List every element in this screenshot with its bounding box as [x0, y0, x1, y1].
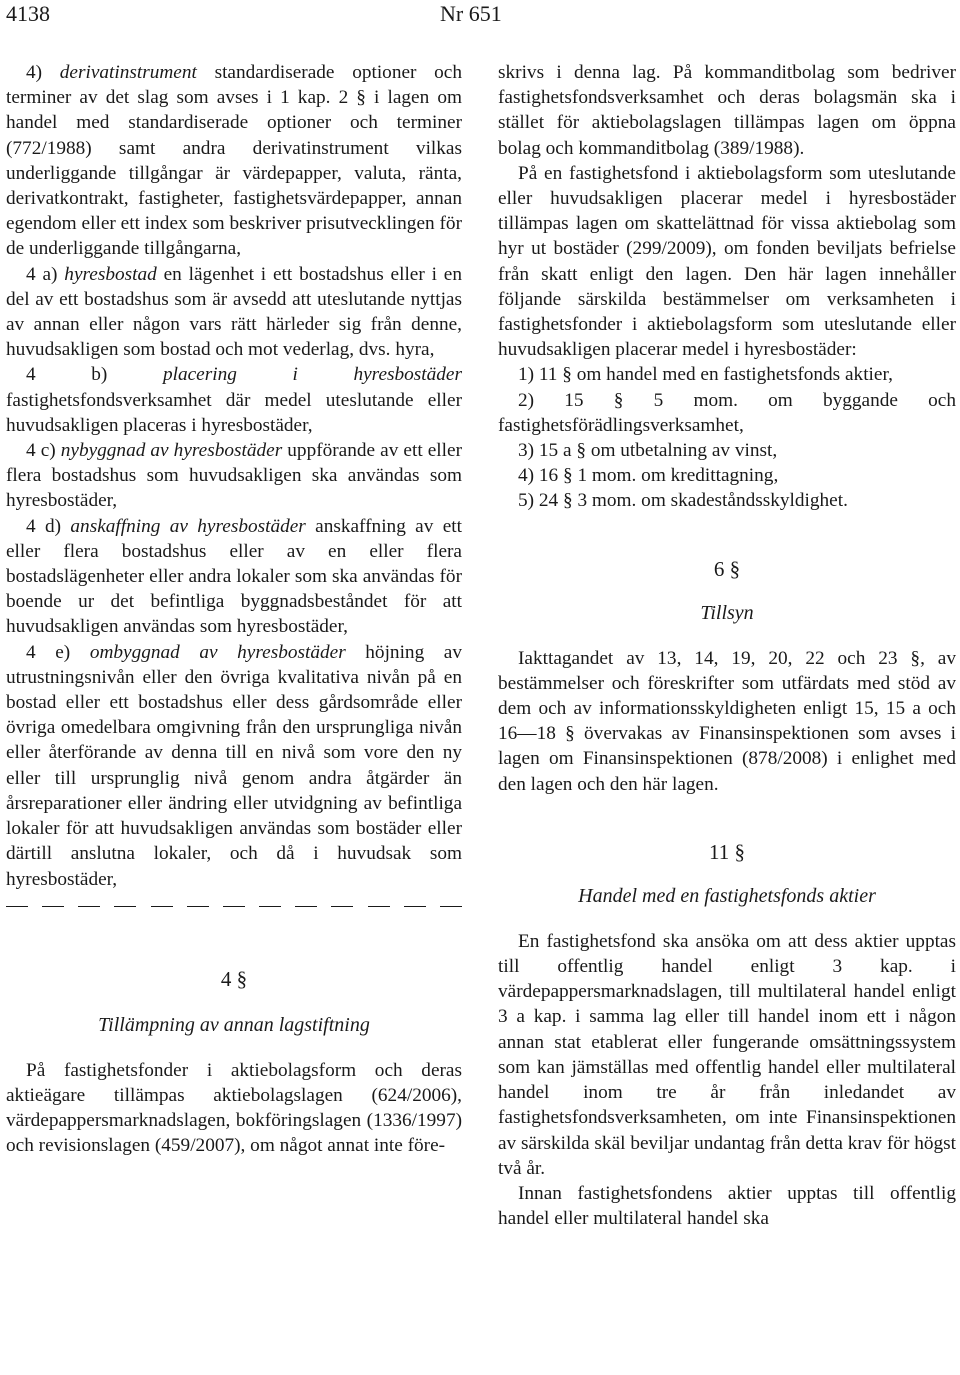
list-item-2: 2) 15 § 5 mom. om byggande och fastighetsförädlingsverksamhet, — [498, 389, 956, 436]
omission-dash — [368, 906, 390, 907]
section-4-paragraph-2: På en fastighetsfond i aktiebolagsform som uteslutande eller huvudsakligen placerar medel i hyresbostäder tillämpas lagen om skattelättnad för vissa aktiebolag som hyr ut bostäder (299/2009), om fonden beviljats befrielse från skatt enligt den lagen. Den här lagen innehåller följande särskilda bestämmelser om verksamheten i fastighetsfonder i aktiebolagsform som uteslutande eller huvudsakligen placerar medel i hyresbostäder: — [498, 162, 956, 361]
item-label: 4 b) — [26, 364, 163, 386]
item-label: 4 a) — [26, 263, 65, 285]
section-4-continuation: skrivs i denna lag. På kommanditbolag som bedriver fastighetsfondsverksamhet och deras bolagsmän ska i stället för aktiebolagslagen tillämpas lagen om öppna bolag och kommanditbolag (389/1988). — [498, 62, 956, 159]
item-label: 4) — [26, 62, 60, 83]
section-4-title: Tillämpning av annan lagstiftning — [98, 1013, 370, 1036]
defined-term: ombyggnad av hyresbostäder — [89, 641, 346, 663]
section-6-number: 6 § — [713, 556, 741, 581]
section-11-paragraph-1: En fastighetsfond ska ansöka om att dess aktier upptas till offentlig handel enligt 3 kap. i värdepappersmarknadslagen, till multilateral handel enligt 3 a kap. i samma lag eller till handel inom ett i någon annan stat etablerat eller fungerande omsättningssystem som kan jämställas med offentlig handel eller multilateral handel inom tre år från inledandet av fastighetsfondsverksamheten, om inte Finansinspektionen av särskilda skäl beviljar undantag från detta krav för högst två år. — [498, 930, 956, 1179]
definition-text: uppförande av ett eller flera bostadshus som huvudsakligen ska användas som hyresbostäder, — [6, 440, 462, 512]
definition-text: en lägenhet i ett bostadshus eller i en del av ett bostadshus som är avsedd att uteslutande nyttjas av annan eller någon vars rätt härleder sig från denne, huvudsakligen som bostad och mot vederlag, dvs. hyra, — [6, 263, 463, 361]
list-item-3: 3) 15 a § om utbetalning av vinst, — [518, 440, 778, 462]
omission-dash — [6, 906, 28, 907]
page-number: 4138 — [6, 1, 50, 26]
omission-dash — [259, 906, 281, 907]
defined-term: nybyggnad av hyresbostäder — [60, 440, 283, 462]
section-4-number: 4 § — [220, 966, 248, 991]
omission-dash — [223, 906, 245, 907]
omission-dash — [42, 906, 64, 907]
definition-item-4c — [6, 438, 462, 514]
definition-text: fastighetsfondsverksamhet där medel uteslutande eller huvudsakligen placeras i hyresbostäder, — [6, 389, 462, 436]
item-label: 4 d) — [26, 515, 71, 537]
page-header — [0, 0, 960, 28]
omission-dash — [295, 906, 317, 907]
defined-term: derivatinstrument — [59, 62, 197, 83]
defined-term: placering i hyresbostäder — [162, 364, 462, 386]
omission-dash — [331, 906, 353, 907]
definition-item-4d — [6, 514, 462, 640]
defined-term: anskaffning av hyresbostäder — [70, 515, 306, 537]
definition-text: höjning av utrustningsnivån eller den övriga kvalitativa nivån på en bostad eller ett bostadshus eller dess gårdsområde eller övriga omedelbara omgivning från den ursprungliga nivån eller återförande av denna till en nivå som vore den ny eller till ursprunglig nivå genom andra åtgärder än årsreparationer eller ändring eller utvidgning av befintliga lokaler för att huvudsakligen användas som bostäder eller därtill anslutna lokaler, och då i huvudsak som hyresbostäder, — [6, 641, 463, 890]
omission-dash — [114, 906, 136, 907]
omission-dash — [151, 906, 173, 907]
omission-dash — [440, 906, 462, 907]
definition-item-4b — [6, 362, 462, 438]
right-column — [498, 60, 956, 1231]
item-label: 4 e) — [26, 641, 90, 663]
section-4-text: På fastighetsfonder i aktiebolagsform och deras aktieägare tillämpas aktiebolagslagen (624/2006), värdepappersmarknadslagen, bokföringslagen (1336/1997) och revisionslagen (459/2007), om något annat inte före- — [6, 1059, 462, 1157]
definition-text: standardiserade optioner och terminer av det slag som avses i 1 kap. 2 § i lagen om handel med standardiserade optioner och terminer (772/1988) samt andra derivatinstrument vilkas underliggande tillgångar är värdepapper, valuta, ränta, derivatkontrakt, fastigheter, fastighetsvärdepapper, annan egendom eller ett index som beskriver prisutvecklingen för de underliggande tillgångarna, — [6, 62, 462, 260]
omission-dashes — [6, 896, 462, 918]
defined-term: hyresbostad — [64, 263, 157, 285]
list-item-4: 4) 16 § 1 mom. om kredittagning, — [518, 465, 779, 487]
definition-item-4e — [6, 640, 462, 892]
list-item-1: 1) 11 § om handel med en fastighetsfonds aktier, — [518, 364, 893, 386]
omission-dash — [78, 906, 100, 907]
left-column — [6, 60, 462, 1159]
definition-item-4 — [6, 60, 462, 262]
section-11-number: 11 § — [709, 839, 745, 864]
definition-text: anskaffning av ett eller flera bostadshus eller av en eller flera bostadslägenheter eller andra lokaler som ska användas för boende ur det befintliga byggnadsbeståndet för att huvudsakligen användas som hyresbostäder, — [6, 515, 462, 638]
omission-dash — [187, 906, 209, 907]
omission-dash — [404, 906, 426, 907]
item-label: 4 c) — [26, 440, 61, 462]
section-6-text: Iakttagandet av 13, 14, 19, 20, 22 och 23 §, av bestämmelser och föreskrifter som utfärdats med stöd av dem och av informationsskyldigheten enligt 15, 15 a och 16—18 § övervakas av Finansinspektionen som avses i lagen om Finansinspektionen (878/2008) i enlighet med den lagen och den här lagen. — [498, 647, 956, 795]
section-11-title: Handel med en fastighetsfonds aktier — [578, 884, 876, 907]
list-item-5: 5) 24 § 3 mom. om skadeståndsskyldighet. — [518, 490, 848, 512]
issue-number: Nr 651 — [440, 1, 502, 26]
section-6-title: Tillsyn — [700, 601, 754, 624]
section-11-paragraph-2: Innan fastighetsfondens aktier upptas till offentlig handel eller multilateral handel ska — [498, 1182, 956, 1230]
definition-item-4a — [6, 262, 462, 363]
